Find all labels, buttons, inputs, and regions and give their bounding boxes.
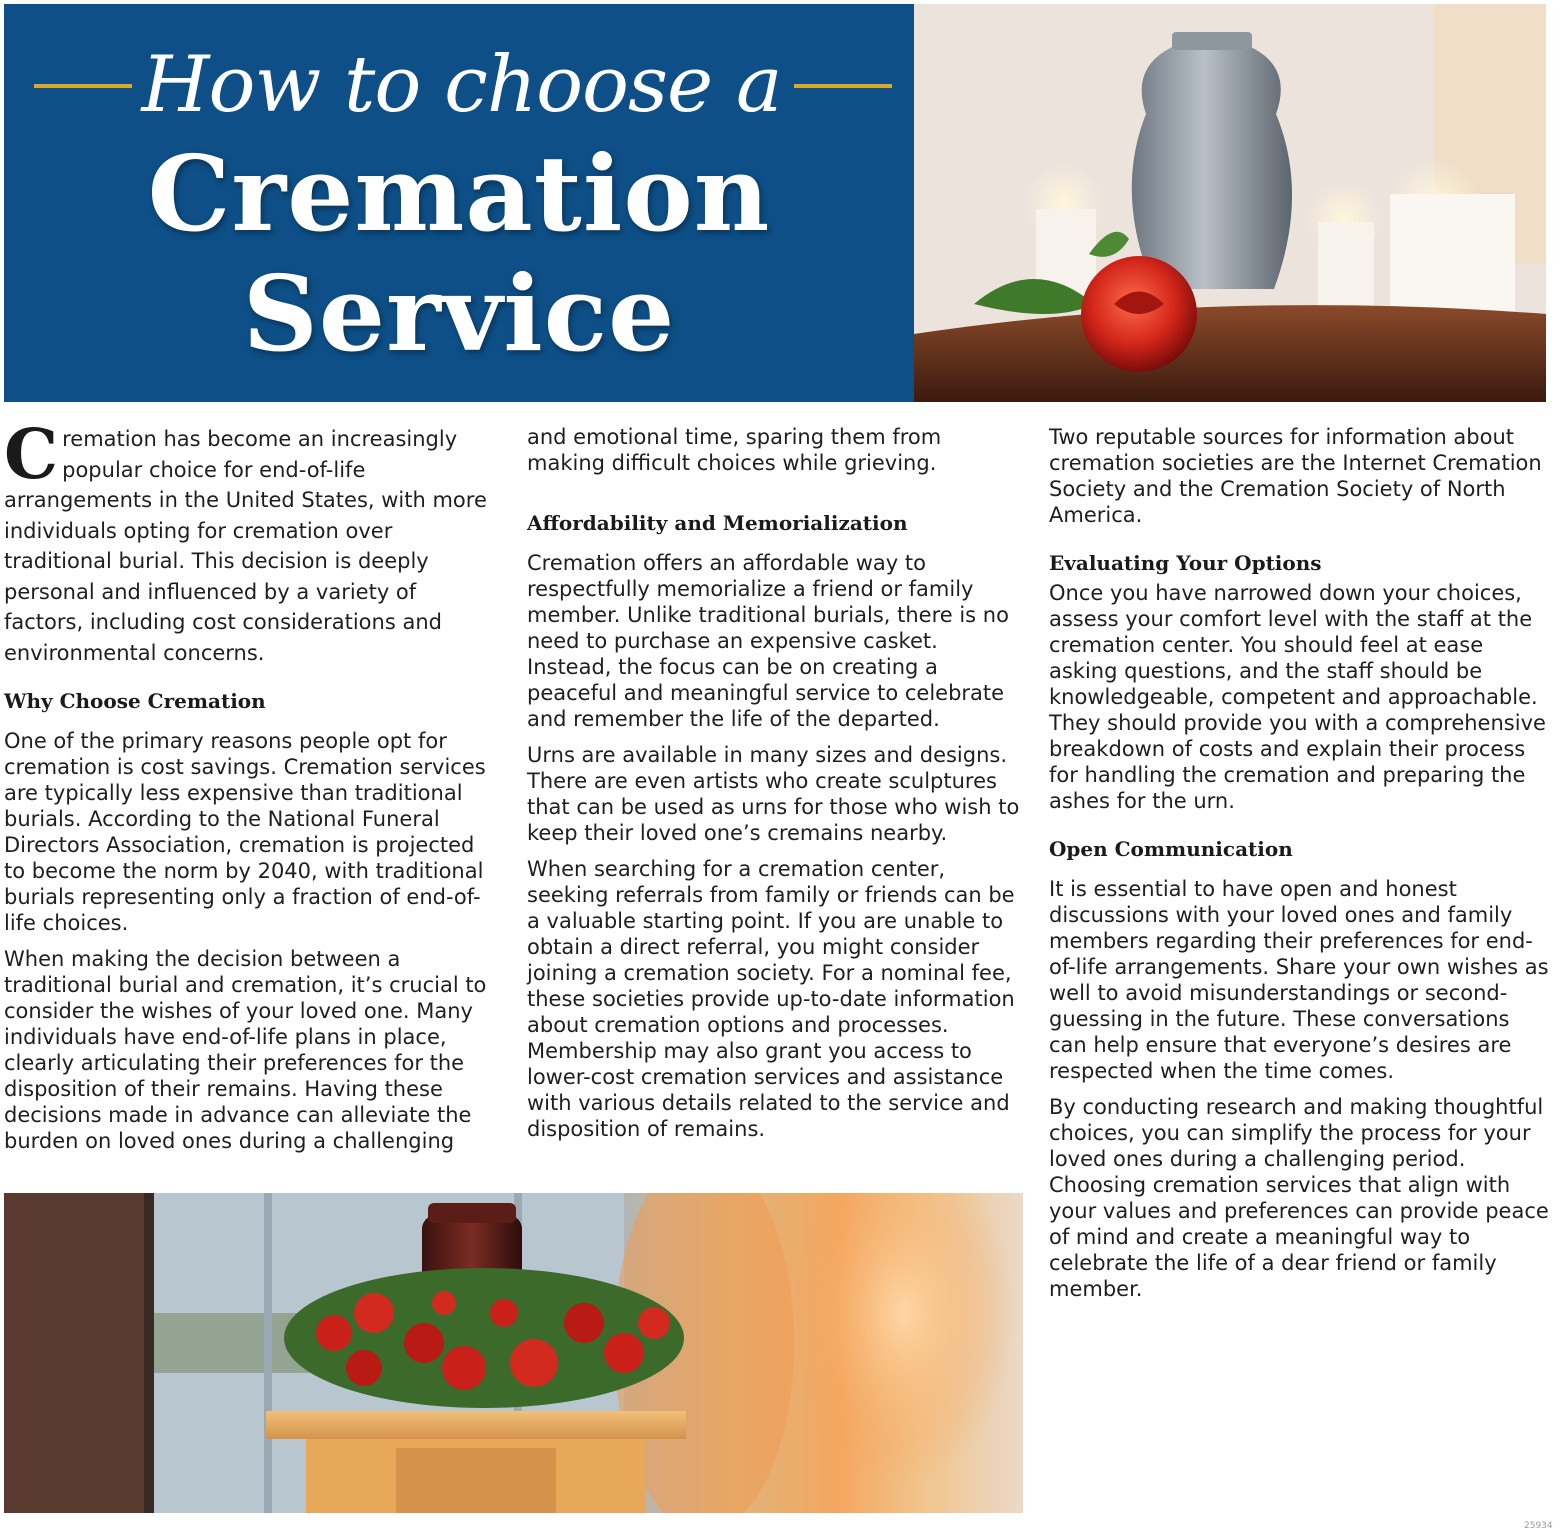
- paragraph-urns: Urns are available in many sizes and designs. There are even artists who create sculptures that can be used as urns for those who wish to keep their loved one’s cremains nearby.: [527, 743, 1020, 845]
- photo-urn-candles-rose: [914, 4, 1546, 402]
- urn-icon: [1132, 32, 1292, 289]
- headline-title-line2: Service: [242, 252, 676, 375]
- paragraph-conclusion: By conducting research and making thoughtful choices, you can simplify the process for your loved ones during a challenging period. Choosing cremation services that align with your values and preferences can provide peace of mind and create a meaningful way to celebrate the life of a dear friend or family member.: [1049, 1095, 1549, 1301]
- headline-title-line1: Cremation: [147, 132, 771, 255]
- drop-cap: C: [4, 415, 59, 495]
- heading-affordability: Affordability and Memorialization: [527, 511, 908, 535]
- pedestal-icon: [266, 1411, 686, 1513]
- gold-rule-left: [34, 84, 132, 88]
- article-column-2: [527, 424, 1022, 1152]
- ad-code: 25934: [1524, 1521, 1553, 1531]
- paragraph-wishes-of-loved-one: When making the decision between a traditional burial and cremation, it’s crucial to consider the wishes of your loved one. Many individuals have end-of-life plans in place, clearly articulating their preferences for the disposition of their remains. Having these decisions made in advance can alleviate the burden on loved ones during a challenging: [4, 947, 487, 1153]
- photo-urn-flowers-pedestal: [4, 1193, 1023, 1513]
- kicker-row: [4, 40, 914, 130]
- heading-evaluating-options: Evaluating Your Options: [1049, 551, 1322, 575]
- heading-why-choose-cremation: Why Choose Cremation: [4, 689, 266, 713]
- paragraph-open-discussions: It is essential to have open and honest discussions with your loved ones and family members regarding their preferences for end-of-life arrangements. Share your own wishes as well to avoid misunderstandings or second-guessing in the future. These conversations can help ensure that everyone’s desires are respected when the time comes.: [1049, 877, 1549, 1083]
- intro-paragraph: [4, 415, 496, 668]
- flower-arrangement-icon: [284, 1268, 684, 1408]
- article-column-1: [4, 415, 496, 1164]
- article-column-3: [1049, 424, 1549, 1312]
- paragraph-cremation-society: When searching for a cremation center, seeking referrals from family or friends can be a valuable starting point. If you are unable to obtain a direct referral, you might consider joining a cremation society. For a nominal fee, these societies provide up-to-date information about cremation options and processes. Membership may also grant you access to lower-cost cremation services and assistance with various details related to the service and disposition of remains.: [527, 857, 1015, 1141]
- photo-top-illustration: [914, 4, 1546, 402]
- paragraph-evaluating: Once you have narrowed down your choices, assess your comfort level with the staff at the cremation center. You should feel at ease asking questions, and the staff should be knowledgeable, competent and approachable. They should provide you with a comprehensive breakdown of costs and explain their process for handling the cremation and preparing the ashes for the urn.: [1049, 581, 1546, 813]
- header-banner: [4, 4, 914, 402]
- photo-bottom-illustration: [4, 1193, 1023, 1513]
- paragraph-wishes-continued: and emotional time, sparing them from making difficult choices while grieving.: [527, 425, 942, 475]
- gold-rule-right: [794, 84, 892, 88]
- paragraph-reputable-sources: Two reputable sources for information about cremation societies are the Internet Cremation Society and the Cremation Society of North America.: [1049, 425, 1542, 527]
- heading-open-communication: Open Communication: [1049, 837, 1293, 861]
- paragraph-cost-savings: One of the primary reasons people opt for cremation is cost savings. Cremation services are typically less expensive than traditional burials. According to the National Funeral Directors Association, cremation is projected to become the norm by 2040, with traditional burials representing only a fraction of end-of-life choices.: [4, 729, 486, 935]
- headline-kicker: How to choose a: [141, 40, 782, 130]
- paragraph-affordable-memorialize: Cremation offers an affordable way to respectfully memorialize a friend or family member. Unlike traditional burials, there is no need to purchase an expensive casket. Instead, the focus can be on creating a peaceful and meaningful service to celebrate and remember the life of the departed.: [527, 551, 1009, 731]
- intro-text: remation has become an increasingly popular choice for end-of-life arrangements in the United States, with more individuals opting for cremation over traditional burial. This decision is deeply personal and influenced by a variety of factors, including cost considerations and environmental concerns.: [4, 427, 487, 665]
